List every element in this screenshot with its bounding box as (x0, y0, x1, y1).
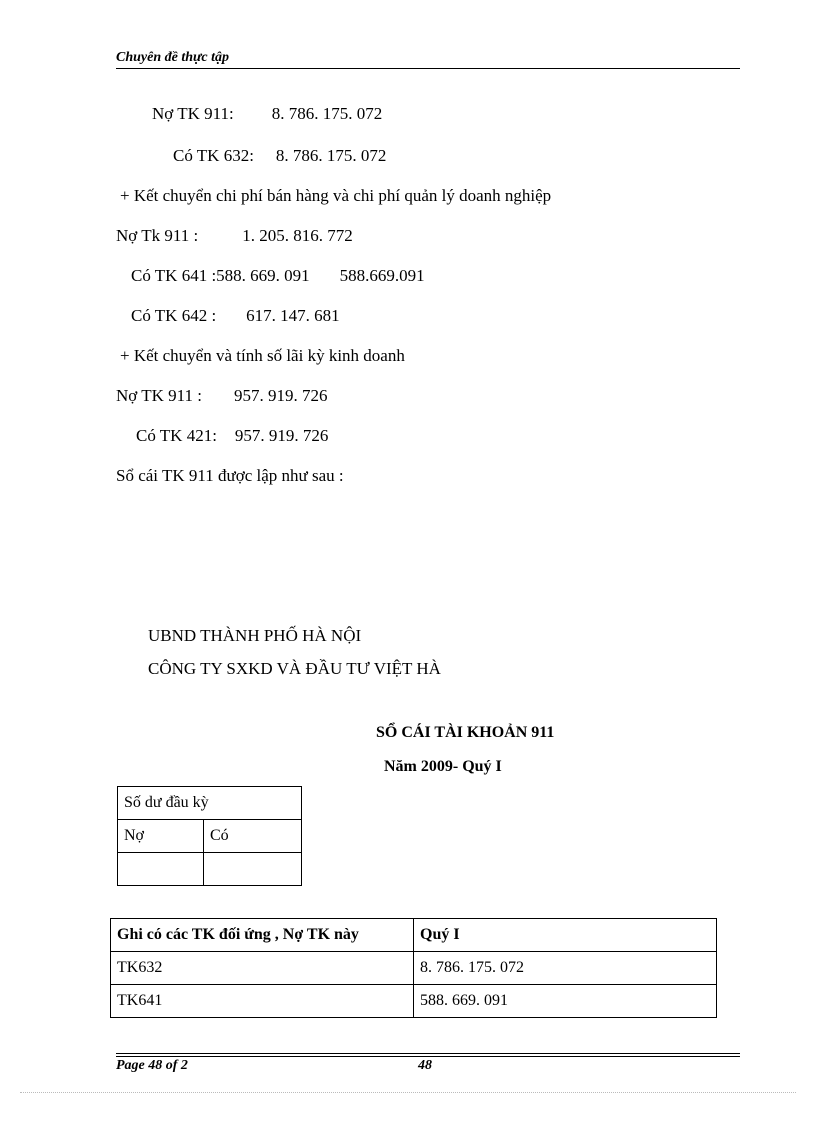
opening-balance-table (117, 786, 302, 886)
ledger-cell-amount: 588. 669. 091 (414, 985, 717, 1018)
opening-balance-credit-header: Có (204, 820, 302, 853)
opening-balance-debit-value (118, 853, 204, 886)
entry-debit-911-c (116, 386, 327, 406)
entry-credit-641 (131, 266, 425, 286)
entry-label: Có TK 641 :588. 669. 091 (131, 266, 310, 285)
entry-note-transfer-costs: + Kết chuyển chi phí bán hàng và chi phí quản lý doanh nghiệp (120, 186, 552, 205)
opening-balance-debit-header: Nợ (118, 820, 204, 853)
ledger-cell-amount: 8. 786. 175. 072 (414, 952, 717, 985)
opening-balance-credit-value (204, 853, 302, 886)
opening-balance-title: Số dư đầu kỳ (118, 787, 302, 820)
entry-debit-911 (152, 104, 382, 124)
ledger-header-quarter: Quý I (414, 919, 717, 952)
entry-amount: 8. 786. 175. 072 (271, 104, 383, 123)
ledger-table-header-row (111, 919, 717, 952)
footer-rule (116, 1056, 740, 1057)
header-rule (116, 68, 740, 69)
ledger-cell-account: TK632 (111, 952, 414, 985)
ledger-cell-account: TK641 (111, 985, 414, 1018)
entry-label: Có TK 642 : (131, 306, 217, 325)
entry-ledger-intro: Sổ cái TK 911 được lập như sau : (116, 466, 344, 485)
entry-label: Nợ TK 911: (152, 104, 234, 123)
entry-debit-911-b (116, 226, 353, 246)
entry-label: Có TK 421: (136, 426, 217, 445)
entry-amount: 617. 147. 681 (246, 306, 340, 325)
org-line-1: UBND THÀNH PHỐ HÀ NỘI (148, 626, 362, 645)
table-row (111, 985, 717, 1018)
footer-page-number: 48 (418, 1058, 432, 1073)
entry-label: Nợ TK 911 : (116, 386, 202, 405)
entry-amount: 8. 786. 175. 072 (275, 146, 387, 165)
entry-amount: 588.669.091 (339, 266, 425, 285)
org-line-2: CÔNG TY SXKD VÀ ĐẦU TƯ VIỆT HÀ (148, 659, 441, 678)
ledger-title: SỔ CÁI TÀI KHOẢN 911 (376, 724, 555, 741)
entry-credit-642 (131, 306, 340, 326)
ledger-table (110, 918, 717, 1018)
entry-amount: 957. 919. 726 (233, 386, 328, 405)
page-bottom-divider (20, 1092, 796, 1093)
entry-amount: 957. 919. 726 (234, 426, 329, 445)
entry-label: Nợ Tk 911 : (116, 226, 199, 245)
entry-label: Có TK 632: (173, 146, 254, 165)
entry-credit-632 (173, 146, 386, 166)
entry-credit-421 (136, 426, 328, 446)
entry-note-profit: + Kết chuyển và tính số lãi kỳ kinh doanh (120, 346, 405, 365)
ledger-header-account: Ghi có các TK đối ứng , Nợ TK này (111, 919, 414, 952)
footer-page-label: Page 48 of 2 (116, 1058, 188, 1073)
entry-amount: 1. 205. 816. 772 (242, 226, 353, 245)
table-row (111, 952, 717, 985)
header-title: Chuyên đề thực tập (116, 50, 230, 65)
ledger-subtitle: Năm 2009- Quý I (384, 758, 502, 775)
footer-rule (116, 1053, 740, 1054)
